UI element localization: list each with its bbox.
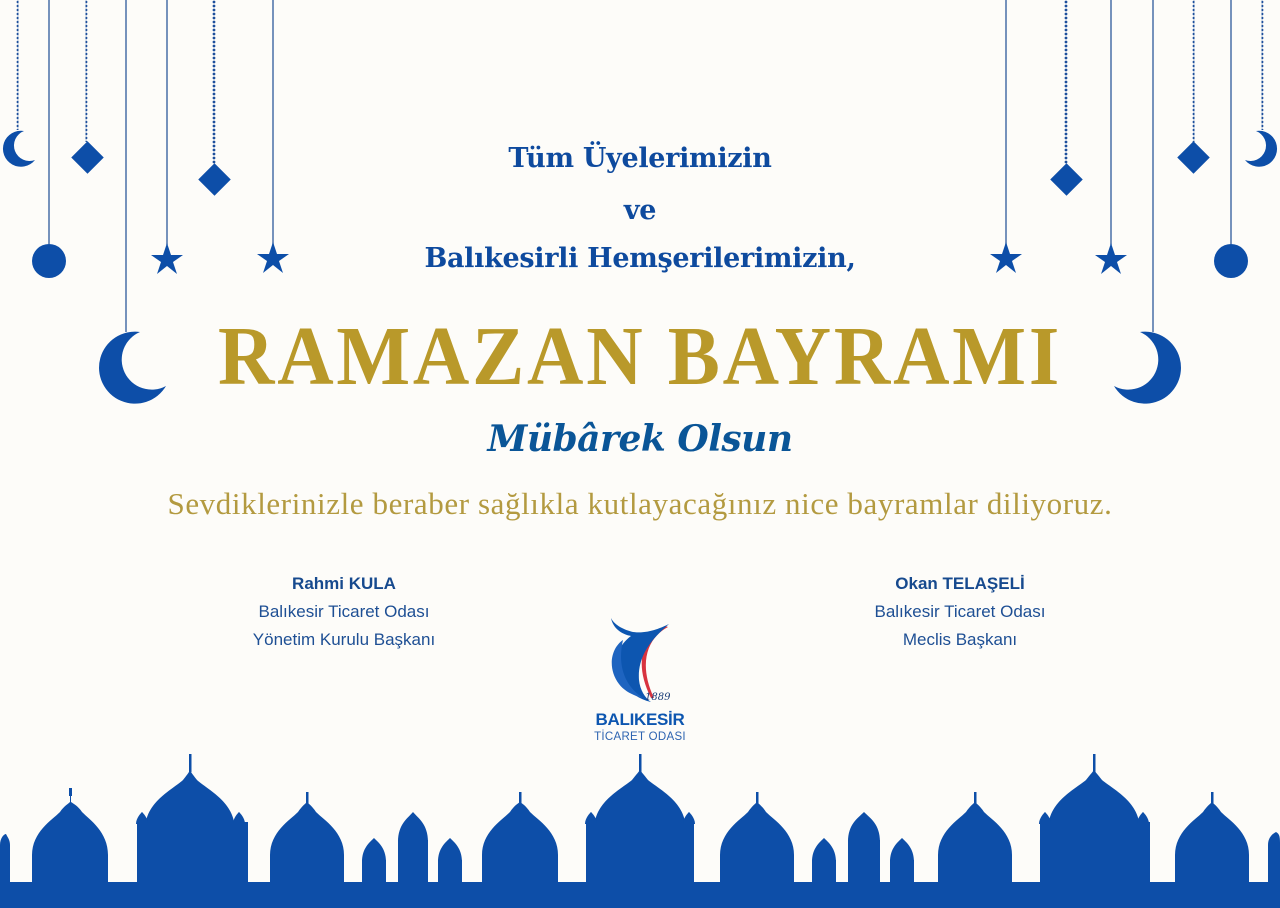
ornament-star-right-2 <box>1095 0 1127 274</box>
signatory-left <box>184 570 504 654</box>
signatory-org: Balıkesir Ticaret Odası <box>874 602 1046 621</box>
mosque-skyline <box>0 740 1280 908</box>
greeting-line-2: ve <box>623 195 657 226</box>
subtitle: Mübârek Olsun <box>487 418 793 460</box>
signatory-right <box>800 570 1120 654</box>
signatory-name: Okan TELAŞELİ <box>895 574 1025 593</box>
signatory-role: Meclis Başkanı <box>902 630 1018 649</box>
chamber-logo <box>585 614 695 750</box>
ornament-circle-right <box>1214 0 1248 278</box>
logo-emblem-icon <box>585 614 695 710</box>
wish-message: Sevdiklerinizle beraber sağlıkla kutlayacağınız nice bayramlar diliyoruz. <box>167 486 1113 521</box>
ornament-crescent-small-left <box>3 0 35 167</box>
ornament-star-left-2 <box>257 0 289 273</box>
signatory-org: Balıkesir Ticaret Odası <box>258 602 430 621</box>
ornament-star-left-1 <box>151 0 183 274</box>
main-title: RAMAZAN BAYRAMI <box>217 310 1063 403</box>
ornament-star-right-1 <box>990 0 1022 273</box>
signatory-role: Yönetim Kurulu Başkanı <box>252 630 436 649</box>
logo-brand: BALIKESİR <box>595 710 685 729</box>
ornament-crescent-small-right <box>1245 0 1277 167</box>
ornament-circle-left <box>32 0 66 278</box>
dome <box>32 790 108 885</box>
greeting-line-1: Tüm Üyelerimizin <box>508 143 772 174</box>
greeting-line-3: Balıkesirli Hemşerilerimizin, <box>424 243 856 274</box>
signatory-name: Rahmi KULA <box>292 574 396 593</box>
logo-subtext: TİCARET ODASI <box>594 731 686 743</box>
logo-year: 1889 <box>645 692 671 703</box>
